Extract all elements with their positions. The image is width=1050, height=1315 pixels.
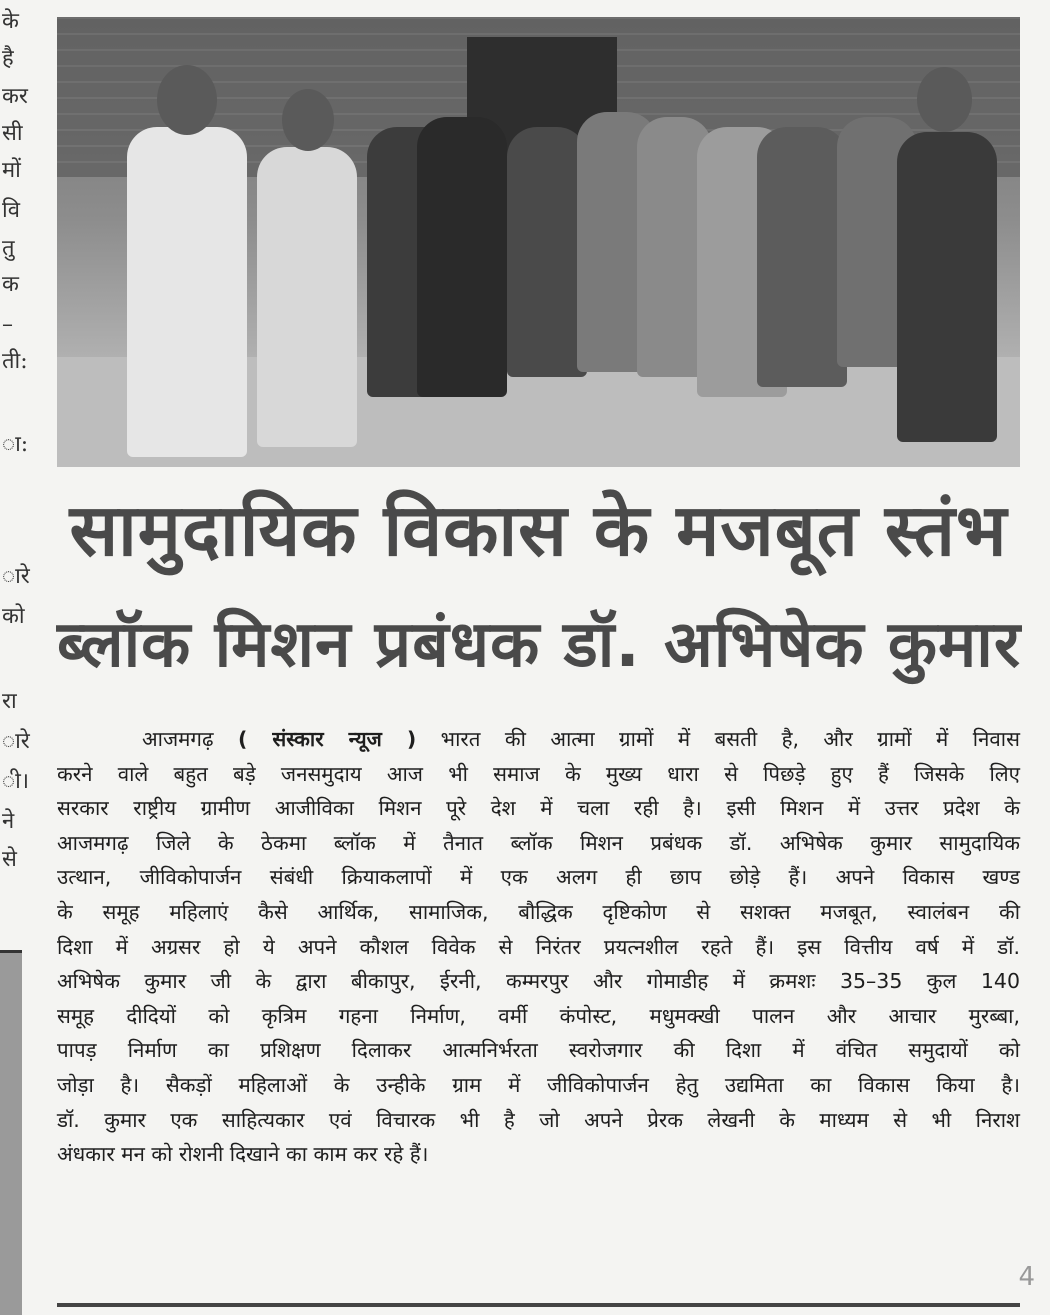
group-photo <box>57 17 1020 467</box>
article-line: के समूह महिलाएं कैसे आर्थिक, सामाजिक, बौद्धिक दृष्टिकोण से सशक्त मजबूत, स्वालंबन की <box>57 899 1020 924</box>
left-column-fragments <box>0 0 30 940</box>
news-source: ( संस्कार न्यूज ) <box>237 727 417 751</box>
bottom-rule <box>57 1303 1020 1307</box>
page-number: 4 <box>1018 1262 1035 1292</box>
article-line: अभिषेक कुमार जी के द्वारा बीकापुर, ईरनी, कम्मरपुर और गोमाडीह में क्रमशः 35–35 कुल 140 <box>57 969 1020 994</box>
person-head <box>282 89 334 151</box>
fragment: ारे <box>2 564 30 589</box>
fragment: है <box>2 46 14 71</box>
person-head <box>157 65 217 135</box>
article-line: भारत की आत्मा ग्रामों में बसती है, और ग्रामों में निवास <box>440 727 1020 751</box>
fragment: ती: <box>2 349 28 374</box>
fragment: – <box>2 312 13 337</box>
article-line: सरकार राष्ट्रीय ग्रामीण आजीविका मिशन पूरे देश में चला रही है। इसी मिशन में उत्तर प्रदेश के <box>57 796 1020 821</box>
fragment: ारे <box>2 729 30 754</box>
person-head <box>917 67 972 132</box>
fragment: तु <box>2 236 15 261</box>
article-line: अंधकार मन को रोशनी दिखाने का काम कर रहे हैं। <box>57 1142 429 1167</box>
article-body <box>57 722 1020 1172</box>
person-silhouette <box>897 132 997 442</box>
article-line: करने वाले बहुत बड़े जनसमुदाय आज भी समाज के मुख्य धारा से पिछड़े हुए हैं जिसके लिए <box>57 761 1020 786</box>
article-line: डॉ. कुमार एक साहित्यकार एवं विचारक भी है जो अपने प्रेरक लेखनी के माध्यम से भी निराश <box>57 1107 1020 1132</box>
fragment: रा <box>2 689 17 714</box>
fragment: के <box>2 9 19 34</box>
dateline-place: आजमगढ़ <box>142 727 214 751</box>
fragment: सी <box>2 121 23 146</box>
fragment: मों <box>2 158 21 183</box>
article-line: उत्थान, जीविकोपार्जन संबंधी क्रियाकलापों में एक अलग ही छाप छोड़े हैं। अपने विकास खण्ड <box>57 865 1020 890</box>
person-silhouette <box>127 127 247 457</box>
headline-line-2: ब्लॉक मिशन प्रबंधक डॉ. अभिषेक कुमार <box>57 608 1022 682</box>
fragment: क <box>2 272 19 297</box>
article-line: पापड़ निर्माण का प्रशिक्षण दिलाकर आत्मनिर्भरता स्वरोजगार की दिशा में वंचित समुदायों को <box>57 1038 1020 1063</box>
person-silhouette <box>257 147 357 447</box>
headline-line-1: सामुदायिक विकास के मजबूत स्तंभ <box>69 488 1008 572</box>
fragment: वि <box>2 198 20 223</box>
person-silhouette <box>507 127 587 377</box>
adjacent-column-image <box>0 950 22 1315</box>
article-line: जोड़ा है। सैकड़ों महिलाओं के उन्हीके ग्राम में जीविकोपार्जन हेतु उद्यमिता का विकास किया है। <box>57 1072 1020 1097</box>
fragment: ने <box>2 809 15 834</box>
article-line-first <box>57 722 1020 757</box>
fragment: को <box>2 604 25 629</box>
article-line: समूह दीदियों को कृत्रिम गहना निर्माण, वर्मी कंपोस्ट, मधुमक्खी पालन और आचार मुरब्बा, <box>57 1003 1020 1028</box>
fragment: ी। <box>2 769 30 794</box>
article-line: दिशा में अग्रसर हो ये अपने कौशल विवेक से निरंतर प्रयत्नशील रहते हैं। इस वित्तीय वर्ष में डॉ. <box>57 934 1020 959</box>
person-silhouette <box>417 117 507 397</box>
fragment: कर <box>2 84 28 109</box>
article-line: आजमगढ़ जिले के ठेकमा ब्लॉक में तैनात ब्लॉक मिशन प्रबंधक डॉ. अभिषेक कुमार सामुदायिक <box>57 830 1020 855</box>
fragment: से <box>2 847 17 872</box>
person-silhouette <box>757 127 847 387</box>
fragment: ा: <box>2 432 29 457</box>
